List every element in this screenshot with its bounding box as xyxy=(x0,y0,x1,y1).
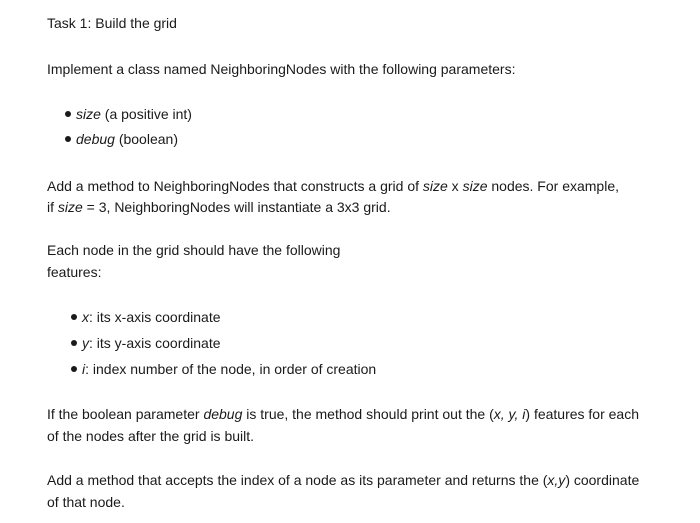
param-name: size xyxy=(76,106,101,122)
param-name: debug xyxy=(76,131,115,147)
param-desc: (a positive int) xyxy=(100,106,192,122)
features-paragraph-line-2: features: xyxy=(47,264,102,280)
bullet-icon xyxy=(65,111,71,117)
text-run-italic: x,y xyxy=(547,472,566,488)
bullet-icon xyxy=(65,136,71,142)
text-run: if xyxy=(47,199,58,215)
text-run: nodes. For example, xyxy=(487,178,619,194)
debug-paragraph-line-2: of the nodes after the grid is built. xyxy=(47,428,255,444)
feature-item-i xyxy=(71,359,376,379)
text-run-italic: size xyxy=(462,178,488,194)
feature-name: y xyxy=(82,335,89,351)
text-run: is true, the method should print out the ( xyxy=(242,406,494,422)
task-heading: Task 1: Build the grid xyxy=(47,15,177,31)
text-run: ) features for each xyxy=(525,406,640,422)
feature-item-x xyxy=(71,307,221,327)
feature-desc: : index number of the node, in order of creation xyxy=(85,361,377,377)
text-run-italic: debug xyxy=(203,406,243,422)
index-paragraph-line-1 xyxy=(47,470,639,490)
feature-name: x xyxy=(82,309,89,325)
index-paragraph-line-2: of that node. xyxy=(47,494,125,510)
text-run: Add a method that accepts the index of a node as its parameter and returns the ( xyxy=(47,472,548,488)
features-paragraph-line-1: Each node in the grid should have the following xyxy=(47,242,341,258)
text-run-italic: size xyxy=(422,178,448,194)
bullet-icon xyxy=(71,366,77,372)
feature-desc: : its x-axis coordinate xyxy=(89,309,221,325)
param-item-size xyxy=(65,104,192,124)
param-desc: (boolean) xyxy=(114,131,178,147)
feature-desc: : its y-axis coordinate xyxy=(89,335,221,351)
grid-paragraph-line-2 xyxy=(47,197,391,217)
intro-paragraph: Implement a class named NeighboringNodes with the following parameters: xyxy=(47,61,516,77)
bullet-icon xyxy=(71,340,77,346)
param-item-debug xyxy=(65,129,178,149)
text-run: = 3, NeighboringNodes will instantiate a 3x3 grid. xyxy=(82,199,391,215)
feature-item-y xyxy=(71,333,221,353)
text-run-italic: size xyxy=(57,199,83,215)
feature-name: i xyxy=(82,361,86,377)
text-run: Add a method to NeighboringNodes that constructs a grid of xyxy=(47,178,423,194)
text-run: ) coordinate xyxy=(565,472,640,488)
grid-paragraph-line-1 xyxy=(47,176,619,196)
text-run-italic: x, y, i xyxy=(493,406,526,422)
bullet-icon xyxy=(71,314,77,320)
text-run: x xyxy=(447,178,463,194)
debug-paragraph-line-1 xyxy=(47,404,639,424)
text-run: If the boolean parameter xyxy=(47,406,204,422)
